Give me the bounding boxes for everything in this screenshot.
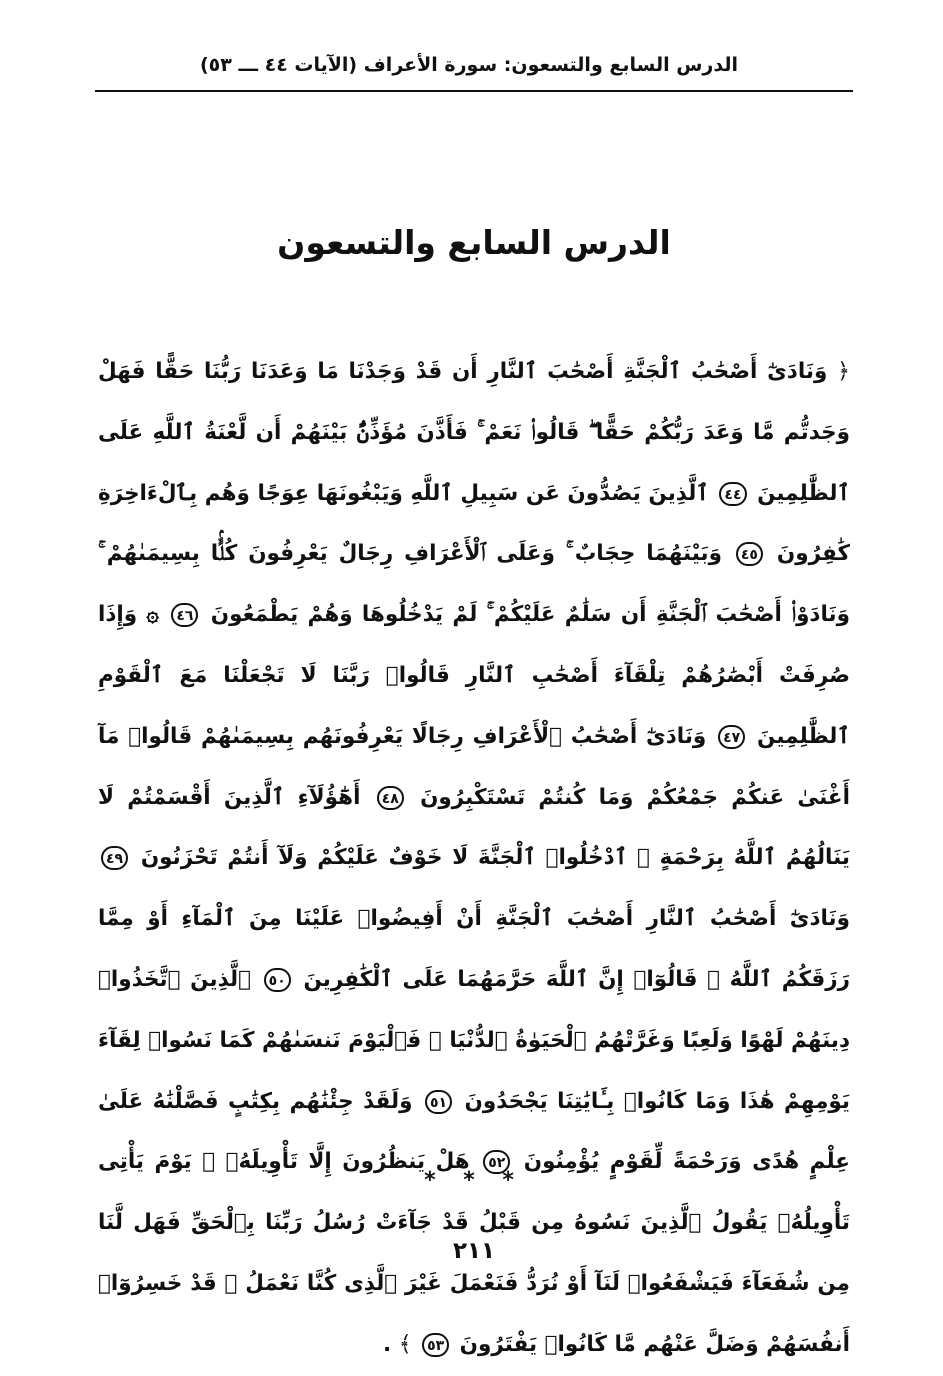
end-punctuation: .: [383, 1331, 392, 1357]
verse-text: ۞ وَإِذَا صُرِفَتْ أَبْصَٰرُهُمْ تِلْقَآءَ أَصْحَٰبِ ٱلنَّارِ قَالُوا۟ رَبَّنَا لَا تَجْعَلْنَا مَعَ ٱلْقَوْمِ ٱلظَّٰلِمِينَ: [98, 602, 850, 749]
ayah-number-marker: ٤٨: [377, 786, 404, 810]
verse-text: وَبَيْنَهُمَا حِجَابٌ ۚ وَعَلَى ٱلْأَعْرَافِ رِجَالٌ يَعْرِفُونَ كُلًّۢا بِسِيمَىٰهُمْ ۚ وَنَادَوْا۟ أَصْحَٰبَ ٱلْجَنَّةِ أَن سَلَٰمٌ عَلَيْكُمْ ۚ لَمْ يَدْخُلُوهَا وَهُمْ يَطْمَعُونَ: [98, 541, 850, 628]
lesson-title: الدرس السابع والتسعون: [277, 223, 671, 262]
ayah-number-marker: ٤٩: [101, 846, 128, 870]
verse-text: وَنَادَىٰٓ أَصْحَٰبُ ٱلْجَنَّةِ أَصْحَٰبَ ٱلنَّارِ أَن قَدْ وَجَدْنَا مَا وَعَدَنَا رَبُّنَا حَقًّا فَهَلْ وَجَدتُّم مَّا وَعَدَ رَبُّكُمْ حَقًّا ۖ قَالُوا۟ نَعَمْ ۚ فَأَذَّنَ مُؤَذِّنٌۢ بَيْنَهُمْ أَن لَّعْنَةُ ٱللَّهِ عَلَى ٱلظَّٰلِمِينَ: [98, 359, 850, 506]
ayah-number-marker: ٤٤: [719, 482, 746, 506]
ayah-number-marker: ٥٣: [422, 1333, 449, 1357]
ayah-number-marker: ٥٢: [483, 1150, 510, 1174]
ayah-number-marker: ٤٦: [171, 603, 198, 627]
verse-text: ٱلَّذِينَ يَصُدُّونَ عَن سَبِيلِ ٱللَّهِ وَيَبْغُونَهَا عِوَجًا وَهُم بِٱلْءَاخِرَةِ كَٰفِرُونَ: [98, 480, 850, 567]
close-ornamental-bracket: ﴾: [398, 1331, 412, 1357]
ayah-number-marker: ٤٥: [736, 542, 763, 566]
section-separator: * * *: [424, 1168, 524, 1193]
verse-text: أَهَٰٓؤُلَآءِ ٱلَّذِينَ أَقْسَمْتُمْ لَا يَنَالُهُمُ ٱللَّهُ بِرَحْمَةٍ ۚ ٱدْخُلُوا۟ ٱلْجَنَّةَ لَا خَوْفٌ عَلَيْكُمْ وَلَآ أَنتُمْ تَحْزَنُونَ: [98, 784, 850, 871]
quran-verses: [98, 342, 850, 1376]
open-ornamental-bracket: ﴿: [837, 359, 850, 384]
verse-text: هَلْ يَنظُرُونَ إِلَّا تَأْوِيلَهُۥ ۚ يَوْمَ يَأْتِى تَأْوِيلُهُۥ يَقُولُ ٱلَّذِينَ نَسُوهُ مِن قَبْلُ قَدْ جَآءَتْ رُسُلُ رَبِّنَا بِٱلْحَقِّ فَهَل لَّنَا مِن شُفَعَآءَ فَيَشْفَعُوا۟ لَنَآ أَوْ نُرَدُّ فَنَعْمَلَ غَيْرَ ٱلَّذِى كُنَّا نَعْمَلُ ۚ قَدْ خَسِرُوٓا۟ أَنفُسَهُمْ وَضَلَّ عَنْهُم مَّا كَانُوا۟ يَفْتَرُونَ: [98, 1149, 850, 1357]
ayah-number-marker: ٥١: [425, 1090, 452, 1114]
ayah-number-marker: ٥٠: [264, 968, 291, 992]
verse-text: وَلَقَدْ جِئْنَٰهُم بِكِتَٰبٍ فَصَّلْنَٰهُ عَلَىٰ عِلْمٍ هُدًى وَرَحْمَةً لِّقَوْمٍ يُؤْمِنُونَ: [98, 1088, 850, 1175]
verse-text: ٱلَّذِينَ ٱتَّخَذُوا۟ دِينَهُمْ لَهْوًا وَلَعِبًا وَغَرَّتْهُمُ ٱلْحَيَوٰةُ ٱلدُّنْيَا ۚ فَٱلْيَوْمَ نَنسَىٰهُمْ كَمَا نَسُوا۟ لِقَآءَ يَوْمِهِمْ هَٰذَا وَمَا كَانُوا۟ بِـَٔايَٰتِنَا يَجْحَدُونَ: [98, 966, 850, 1114]
running-header: [95, 50, 853, 92]
page-number: ٢١١: [452, 1238, 496, 1264]
header-rule: [95, 90, 853, 92]
verse-text: وَنَادَىٰٓ أَصْحَٰبُ ٱلْأَعْرَافِ رِجَالًا يَعْرِفُونَهُم بِسِيمَىٰهُمْ قَالُوا۟ مَآ أَغْنَىٰ عَنكُمْ جَمْعُكُمْ وَمَا كُنتُمْ تَسْتَكْبِرُونَ: [98, 723, 850, 810]
verse-text: وَنَادَىٰٓ أَصْحَٰبُ ٱلنَّارِ أَصْحَٰبَ ٱلْجَنَّةِ أَنْ أَفِيضُوا۟ عَلَيْنَا مِنَ ٱلْمَآءِ أَوْ مِمَّا رَزَقَكُمُ ٱللَّهُ ۚ قَالُوٓا۟ إِنَّ ٱللَّهَ حَرَّمَهُمَا عَلَى ٱلْكَٰفِرِينَ: [98, 906, 850, 992]
ayah-number-marker: ٤٧: [718, 725, 745, 749]
running-header-title: الدرس السابع والتسعون: سورة الأعراف (الآيات ٤٤ ـــ ٥٣): [199, 54, 738, 76]
